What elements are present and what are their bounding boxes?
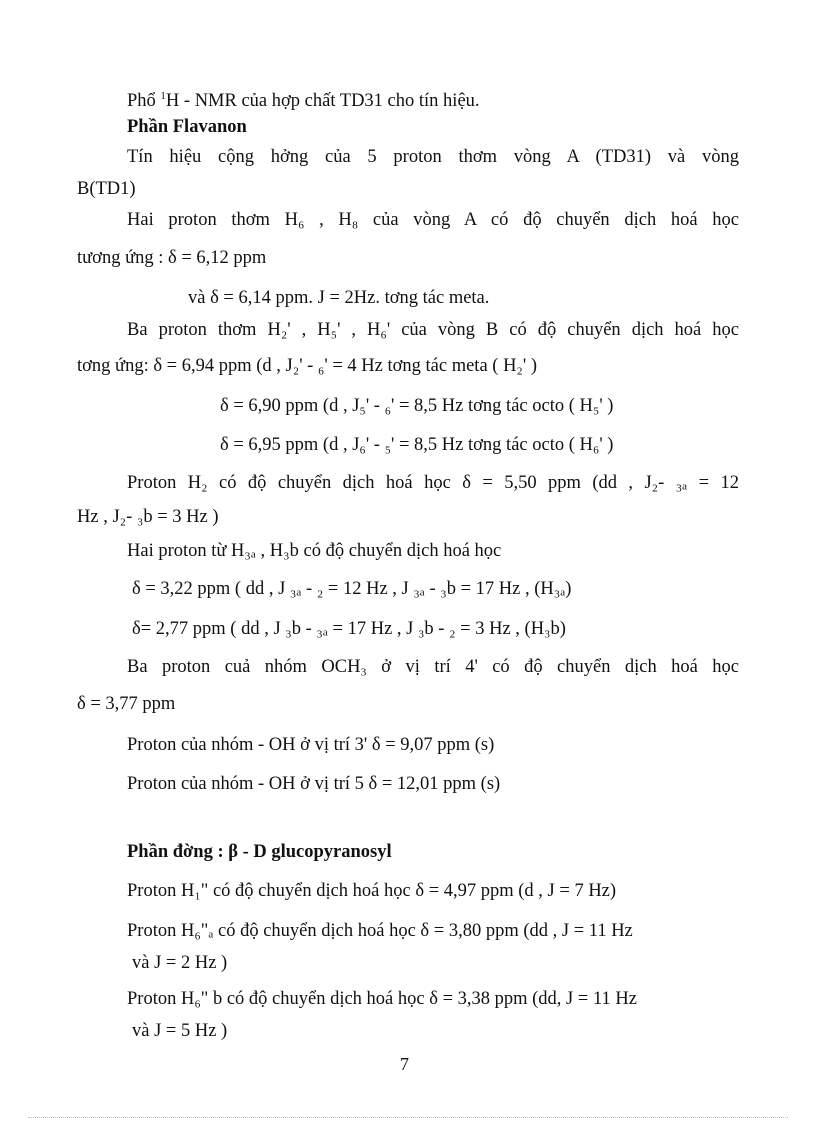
p3-line1: Hai proton thơm H₆ , H₈ của vòng A có độ chuyển dịch hoá học — [127, 210, 739, 230]
page-number: 7 — [400, 1054, 409, 1074]
p6-line1: Hai proton từ H₃ₐ , H₃b có độ chuyển dịch hoá học — [127, 541, 502, 561]
heading-flavanon: Phần Flavanon — [127, 117, 247, 137]
intro-text-b: H - NMR của hợp chất TD31 cho tín hiệu. — [165, 91, 480, 111]
p10-line2: và J = 2 Hz ) — [132, 953, 228, 973]
p3-line2: tương ứng : δ = 6,12 ppm — [77, 248, 267, 268]
p3-line3: và δ = 6,14 ppm. J = 2Hz. tơng tác meta. — [188, 288, 490, 308]
p6-line3: δ= 2,77 ppm ( dd , J ₃b - ₃ₐ = 17 Hz , J ₃b - ₂ = 3 Hz , (H₃b) — [132, 619, 566, 639]
p11-line2: và J = 5 Hz ) — [132, 1021, 228, 1041]
p4-line2: tơng ứng: δ = 6,94 ppm (d , J₂' - ₆' = 4 Hz tơng tác meta ( H₂' ) — [77, 356, 537, 376]
p8-line1: Proton của nhóm - OH ở vị trí 3' δ = 9,07 ppm (s) — [127, 735, 495, 755]
p4-line4: δ = 6,95 ppm (d , J₆' - ₅' = 8,5 Hz tơng tác octo ( H₆' ) — [220, 435, 614, 455]
bottom-divider — [28, 1117, 788, 1118]
p7-line2: δ = 3,77 ppm — [77, 694, 176, 714]
nmr-intro-line — [127, 84, 480, 113]
intro-superscript: 1 — [160, 90, 166, 102]
p2-line1: Tín hiệu cộng hởng của 5 proton thơm vòng A (TD31) và vòng — [127, 147, 739, 167]
p7-line1: Ba proton cuả nhóm OCH₃ ở vị trí 4' có độ chuyển dịch hoá học — [127, 657, 739, 677]
p4-line3: δ = 6,90 ppm (d , J₅' - ₆' = 8,5 Hz tơng tác octo ( H₅' ) — [220, 396, 614, 416]
p2-line2: B(TD1) — [77, 179, 136, 199]
p10-line1: Proton H₆"ₐ có độ chuyển dịch hoá học δ = 3,80 ppm (dd , J = 11 Hz — [127, 921, 633, 941]
intro-text-a: Phổ — [127, 91, 161, 111]
p6-line2: δ = 3,22 ppm ( dd , J ₃ₐ - ₂ = 12 Hz , J ₃ₐ - ₃b = 17 Hz , (H₃ₐ) — [132, 579, 572, 599]
p4-line1: Ba proton thơm H₂' , H₅' , H₆' của vòng B có độ chuyển dịch hoá học — [127, 320, 739, 340]
p11-line1: Proton H₆" b có độ chuyển dịch hoá học δ = 3,38 ppm (dd, J = 11 Hz — [127, 989, 637, 1009]
p9-line1: Proton H₁" có độ chuyển dịch hoá học δ = 4,97 ppm (d , J = 7 Hz) — [127, 881, 617, 901]
p8-line2: Proton của nhóm - OH ở vị trí 5 δ = 12,01 ppm (s) — [127, 774, 501, 794]
heading-sugar: Phần đờng : β - D glucopyranosyl — [127, 842, 392, 862]
p5-line1: Proton H₂ có độ chuyển dịch hoá học δ = 5,50 ppm (dd , J₂- ₃ₐ = 12 — [127, 473, 739, 493]
p5-line2: Hz , J₂- ₃b = 3 Hz ) — [77, 507, 219, 527]
